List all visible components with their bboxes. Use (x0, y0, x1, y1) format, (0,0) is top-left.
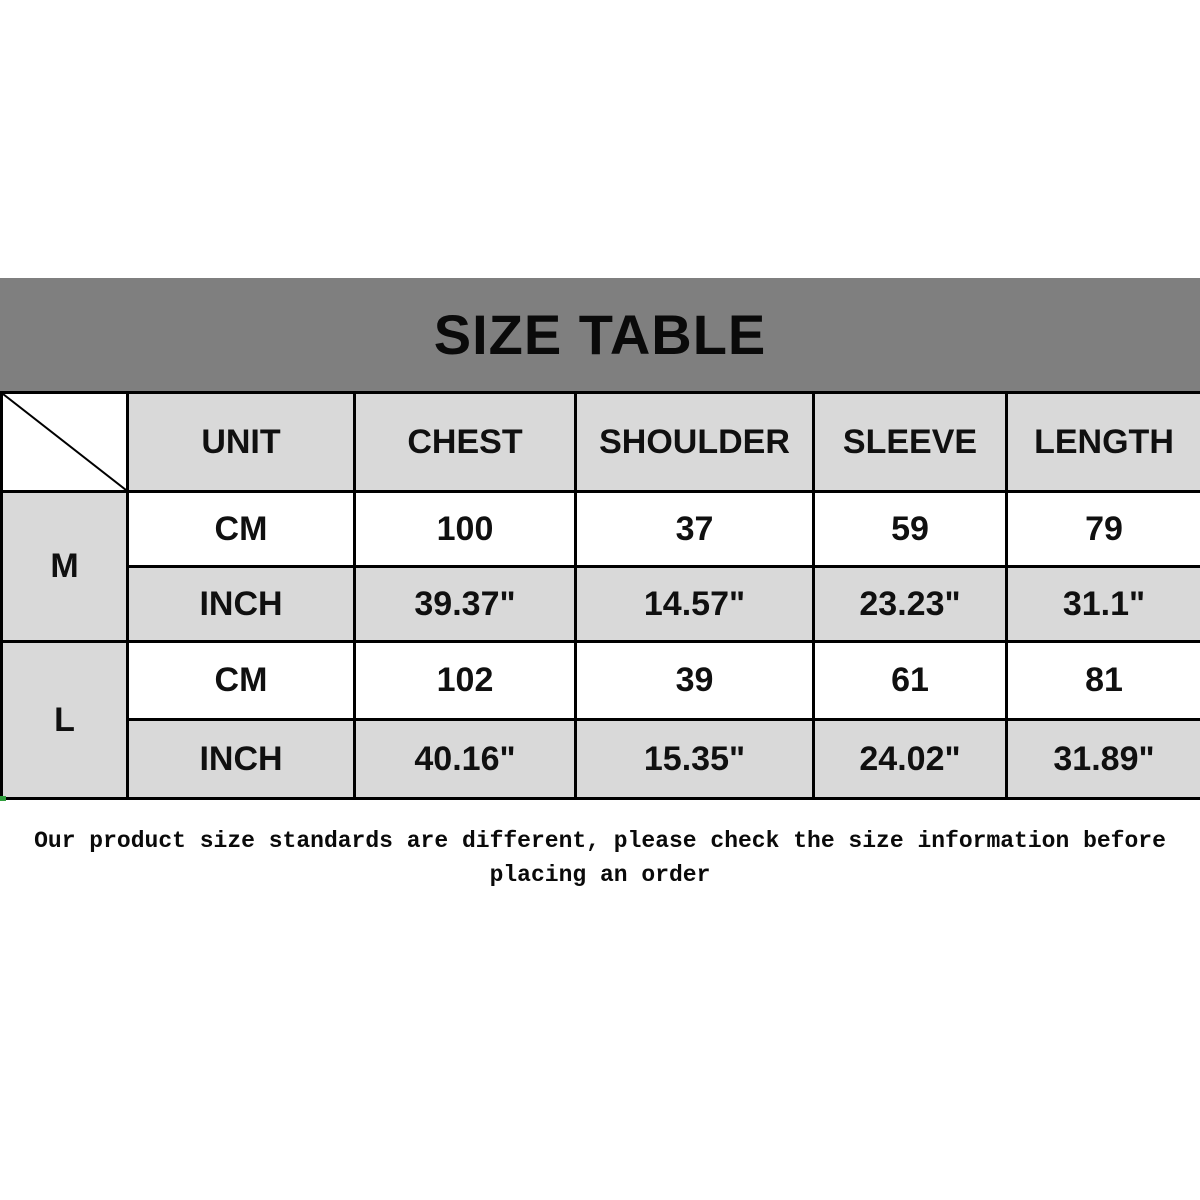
value-cell-m-cm-sleeve: 59 (814, 492, 1007, 567)
value-cell-m-inch-sleeve: 23.23" (814, 567, 1007, 642)
value-cell-m-cm-chest: 100 (355, 492, 576, 567)
value-cell-l-cm-length: 81 (1007, 642, 1200, 720)
table-row-m-inch (2, 567, 1200, 642)
header-cell-chest: CHEST (355, 393, 576, 492)
header-cell-shoulder: SHOULDER (576, 393, 814, 492)
value-cell-l-cm-shoulder: 39 (576, 642, 814, 720)
page-title: SIZE TABLE (433, 303, 767, 366)
value-cell-l-cm-chest: 102 (355, 642, 576, 720)
header-cell-unit: UNIT (128, 393, 355, 492)
unit-cell-l-inch: INCH (128, 720, 355, 799)
value-cell-m-cm-length: 79 (1007, 492, 1200, 567)
unit-cell-m-cm: CM (128, 492, 355, 567)
title-bar (0, 278, 1200, 391)
header-cell-sleeve: SLEEVE (814, 393, 1007, 492)
table-row-l-cm (2, 642, 1200, 720)
size-label-m: M (2, 492, 128, 642)
value-cell-l-inch-chest: 40.16" (355, 720, 576, 799)
value-cell-l-inch-shoulder: 15.35" (576, 720, 814, 799)
table-row-m-cm (2, 492, 1200, 567)
header-row (2, 393, 1200, 492)
value-cell-m-inch-shoulder: 14.57" (576, 567, 814, 642)
note-line-1: Our product size standards are different, please check the size information before (34, 828, 1166, 854)
table-row-l-inch (2, 720, 1200, 799)
size-note (0, 824, 1200, 892)
value-cell-l-cm-sleeve: 61 (814, 642, 1007, 720)
header-cell-length: LENGTH (1007, 393, 1200, 492)
unit-cell-m-inch: INCH (128, 567, 355, 642)
value-cell-m-inch-chest: 39.37" (355, 567, 576, 642)
green-artifact-dot (0, 796, 6, 801)
value-cell-m-inch-length: 31.1" (1007, 567, 1200, 642)
diagonal-line-icon (3, 394, 126, 490)
diagonal-corner-cell (2, 393, 128, 492)
value-cell-l-inch-sleeve: 24.02" (814, 720, 1007, 799)
size-table (0, 391, 1200, 800)
unit-cell-l-cm: CM (128, 642, 355, 720)
value-cell-l-inch-length: 31.89" (1007, 720, 1200, 799)
note-line-2: placing an order (489, 862, 711, 888)
value-cell-m-cm-shoulder: 37 (576, 492, 814, 567)
size-label-l: L (2, 642, 128, 799)
